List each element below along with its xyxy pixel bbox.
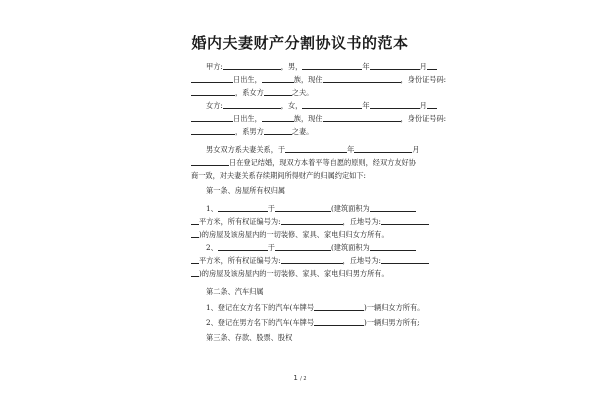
blank-house-2-lot-no[interactable] (381, 256, 429, 264)
label-female: 女方: (206, 101, 223, 110)
blank-male-birth-month[interactable] (370, 62, 420, 70)
blank-house-1-lot-no[interactable] (381, 217, 429, 225)
blank-female-ethnicity[interactable] (262, 114, 294, 122)
blank-female-birth-day[interactable] (191, 114, 233, 122)
blank-house-2-location[interactable] (275, 243, 331, 251)
article-1-heading: 第一条、房屋所有权归属 (206, 186, 286, 195)
house-1-line-1: 1、 于 (建筑面积为 (206, 204, 416, 213)
blank-car-1-plate[interactable] (314, 303, 364, 311)
blank-car-2-plate[interactable] (314, 318, 364, 326)
female-party-line-3: ，系男方 之妻。 (191, 127, 313, 136)
female-party-line-1: 女方: ，女， 年 月 (206, 101, 437, 110)
blank-house-2-cert-no[interactable] (281, 256, 343, 264)
article-2-heading: 第二条、汽车归属 (206, 287, 264, 296)
house-2-line-3: )的房屋及该房屋内的一切装修、家具、家电归归男方所有。 (191, 269, 389, 278)
blank-husband-name[interactable] (264, 127, 292, 135)
blank-male-address[interactable] (323, 75, 401, 83)
blank-female-name[interactable] (223, 101, 281, 109)
blank-male-ethnicity[interactable] (262, 75, 294, 83)
blank-house-1-area[interactable] (370, 204, 416, 212)
intro-line-3: 商一致，对夫妻关系存续期间所得财产的归属约定如下: (191, 171, 366, 180)
blank-marriage-month[interactable] (354, 145, 412, 153)
blank-house-2-owner[interactable] (218, 243, 268, 251)
blank-male-birth-day[interactable] (191, 75, 233, 83)
male-party-line-3: ，系女方 之夫。 (191, 88, 313, 97)
page-number (0, 374, 600, 382)
blank-male-birth-year[interactable] (302, 62, 362, 70)
male-party-line-2: 日出生， 族，现住 ，身份证号码: (191, 75, 446, 84)
house-2-line-1: 2、 于 (建筑面积为 (206, 243, 416, 252)
house-1-line-3: )的房屋及该房屋内的一切装修、家具、家电归归女方所有。 (191, 230, 389, 239)
blank-female-birth-month[interactable] (370, 101, 420, 109)
blank-male-id[interactable] (191, 88, 235, 96)
blank-house-1-location[interactable] (275, 204, 331, 212)
page-total: / 2 (300, 376, 307, 382)
page-current: 1 (293, 374, 298, 382)
intro-line-1: 男女双方系夫妻关系，于 年 月 (206, 145, 420, 154)
blank-female-birth-year[interactable] (302, 101, 362, 109)
blank-wife-name[interactable] (264, 88, 292, 96)
blank-house-2-area[interactable] (370, 243, 416, 251)
blank-marriage-year[interactable] (285, 145, 347, 153)
house-2-line-2: 平方米，所有权证编号为: ，丘地号为: (191, 256, 429, 265)
label-male: 甲方: (206, 62, 223, 71)
blank-house-1-cert-no[interactable] (281, 217, 343, 225)
blank-female-address[interactable] (323, 114, 401, 122)
blank-female-id[interactable] (191, 127, 235, 135)
intro-line-2: 日在登记结婚，现双方本着平等自愿的原则，经双方友好协 (191, 158, 416, 167)
car-1-line: 1、登记在女方名下的汽车(车牌号 )一辆归女方所有。 (206, 303, 425, 312)
article-3-heading: 第三条、存款、股票、股权 (206, 333, 293, 342)
blank-house-1-owner[interactable] (218, 204, 268, 212)
blank-male-name[interactable] (223, 62, 281, 70)
house-1-line-2: 平方米，所有权证编号为: ，丘地号为: (191, 217, 429, 226)
car-2-line: 2、登记在男方名下的汽车(车牌号 )一辆归男方所有; (206, 318, 420, 327)
document-title: 婚内夫妻财产分割协议书的范本 (191, 34, 409, 52)
blank-marriage-day[interactable] (191, 158, 229, 166)
female-party-line-2: 日出生， 族，现住 ，身份证号码: (191, 114, 446, 123)
male-party-line-1: 甲方: ，男， 年 月 (206, 62, 437, 71)
